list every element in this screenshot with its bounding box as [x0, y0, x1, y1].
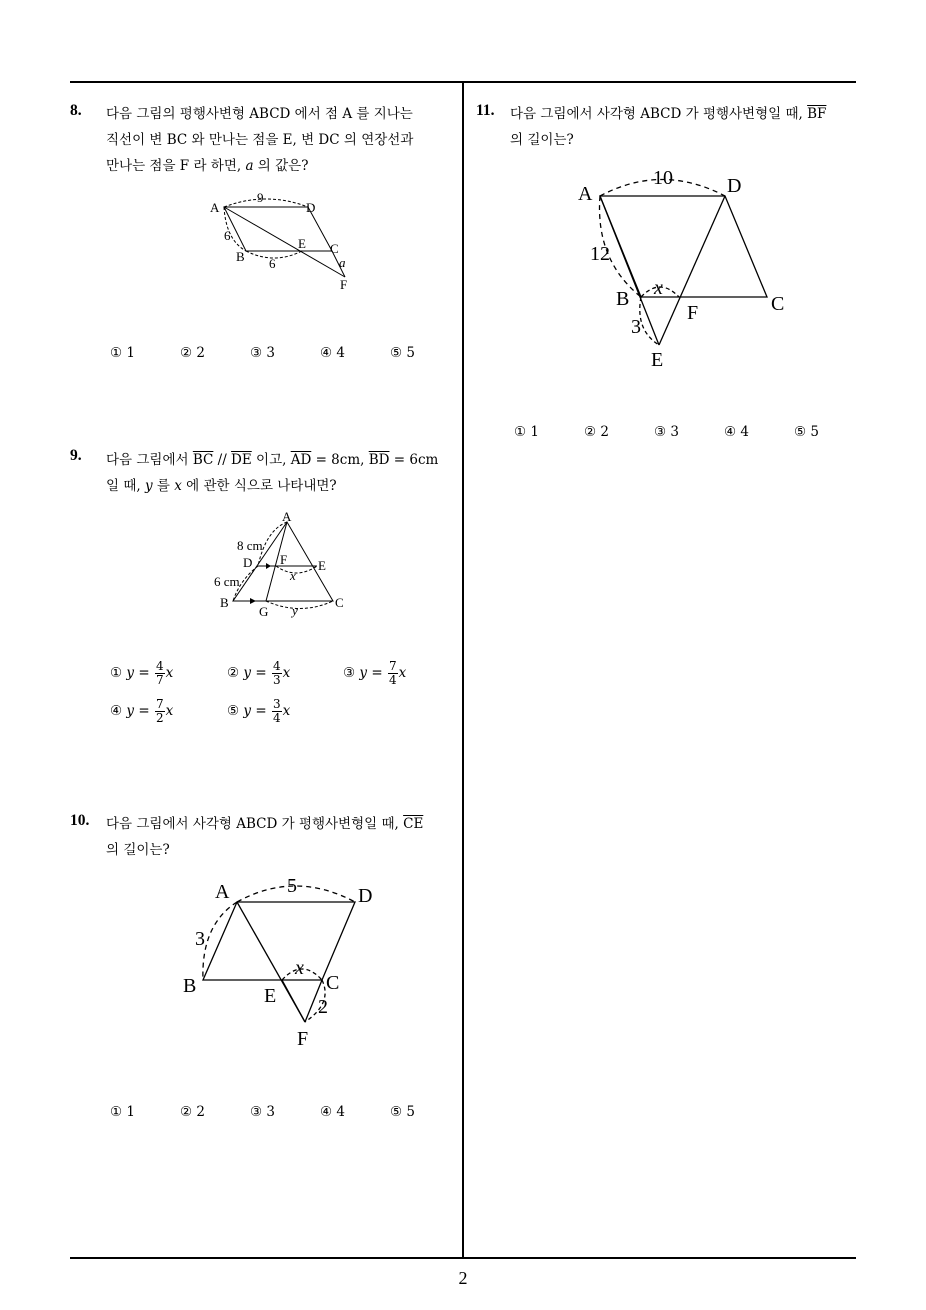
label-ad: 5	[287, 875, 297, 897]
label-cf: a	[339, 255, 346, 270]
text-fragment: = 6cm	[389, 452, 439, 468]
label-bf: x	[654, 277, 663, 299]
text-line	[106, 473, 466, 499]
choice-3[interactable]	[343, 660, 406, 687]
text-fragment: 일 때,	[106, 478, 145, 494]
choice-lhs: y =	[126, 665, 154, 681]
label-be: 3	[631, 316, 641, 338]
arrow-de	[266, 563, 271, 569]
text-line: 의 길이는?	[106, 842, 170, 858]
text-line	[510, 101, 870, 127]
question-number: 9.	[70, 447, 82, 464]
choice-var: x	[282, 665, 291, 681]
text-fragment: 를	[152, 478, 175, 494]
question-text	[510, 101, 870, 153]
parallelogram-abcd	[203, 902, 355, 980]
segment-ad: $\overline{AD}$	[290, 452, 312, 468]
text-line: 다음 그림의 평행사변형 ABCD 에서 점 A 를 지나는	[106, 106, 413, 122]
column-divider	[462, 82, 464, 1259]
label-B: B	[616, 288, 630, 310]
label-C: C	[335, 595, 344, 610]
numerator: 4	[272, 659, 281, 673]
choice-var: x	[398, 665, 407, 681]
label-D: D	[243, 555, 253, 570]
figure-parallelogram-8	[200, 185, 370, 295]
choice-5[interactable]: ⑤ 5	[390, 345, 415, 361]
choice-1[interactable]: ① 1	[514, 424, 539, 440]
choice-1[interactable]: ① 1	[110, 1104, 135, 1120]
label-ab: 6	[224, 228, 231, 243]
question-text	[106, 811, 466, 863]
label-F: F	[280, 552, 288, 567]
variable-y: y	[144, 478, 153, 494]
label-A: A	[215, 881, 230, 903]
choice-label: ①	[110, 665, 127, 681]
figure-parallelogram-10	[175, 870, 390, 1055]
label-F: F	[340, 277, 348, 292]
label-G: G	[259, 604, 269, 619]
choice-lhs: y =	[359, 665, 387, 681]
denominator: 7	[155, 673, 164, 687]
choice-var: x	[165, 703, 174, 719]
text-fragment: 만나는 점을 F 라 하면,	[106, 158, 246, 174]
text-fragment: //	[213, 452, 232, 468]
label-E: E	[651, 349, 664, 371]
text-line: 의 길이는?	[510, 132, 574, 148]
dashed-arc-fe	[276, 566, 317, 573]
segment-bf: $\overline{BF}$	[807, 106, 827, 122]
label-E: E	[264, 985, 277, 1007]
question-text	[106, 101, 458, 179]
label-ad: 10	[653, 167, 673, 189]
label-D: D	[306, 200, 316, 215]
label-ad: 9	[257, 190, 264, 205]
label-ab: 12	[590, 243, 610, 265]
label-E: E	[298, 236, 306, 251]
fraction	[272, 660, 282, 687]
choice-label: ⑤	[227, 703, 244, 719]
page-number: 2	[458, 1268, 468, 1288]
choice-label: ②	[227, 665, 244, 681]
choice-var: x	[282, 703, 291, 719]
label-B: B	[236, 249, 245, 264]
choice-lhs: y =	[126, 703, 154, 719]
choice-3[interactable]: ③ 3	[250, 345, 275, 361]
label-D: D	[358, 885, 373, 907]
variable-a: a	[245, 158, 254, 174]
choice-label: ④	[110, 703, 127, 719]
choice-label: ③	[343, 665, 360, 681]
text-fragment: = 8cm,	[311, 452, 369, 468]
choice-4[interactable]: ④ 4	[724, 424, 749, 440]
fraction	[272, 698, 282, 725]
text-fragment: 다음 그림에서 사각형 ABCD 가 평행사변형일 때,	[106, 816, 404, 832]
dashed-arc-gc	[266, 601, 333, 609]
denominator: 4	[272, 711, 281, 725]
arrow-bc	[250, 598, 256, 604]
text-line	[106, 447, 466, 473]
choice-3[interactable]: ③ 3	[654, 424, 679, 440]
line-ef	[282, 980, 305, 1022]
fraction	[155, 698, 165, 725]
label-C: C	[326, 972, 340, 994]
text-line: 직선이 변 BC 와 만나는 점을 E, 변 DC 의 연장선과	[106, 132, 414, 148]
choice-lhs: y =	[243, 703, 271, 719]
label-B: B	[220, 595, 229, 610]
choice-1[interactable]: ① 1	[110, 345, 135, 361]
segment-de: $\overline{DE}$	[231, 452, 252, 468]
choice-2[interactable]: ② 2	[584, 424, 609, 440]
label-be: 6	[269, 256, 276, 271]
choice-lhs: y =	[243, 665, 271, 681]
choice-2[interactable]	[227, 660, 290, 687]
label-ab: 3	[195, 928, 205, 950]
text-fragment: 다음 그림에서 사각형 ABCD 가 평행사변형일 때,	[510, 106, 808, 122]
label-y: y	[292, 603, 298, 618]
label-F: F	[297, 1028, 309, 1050]
choice-5[interactable]: ⑤ 5	[390, 1104, 415, 1120]
text-line	[106, 153, 458, 179]
choice-4[interactable]: ④ 4	[320, 1104, 345, 1120]
choice-2[interactable]: ② 2	[180, 345, 205, 361]
label-ad: 8 cm	[237, 538, 263, 553]
text-line	[106, 811, 466, 837]
label-x: x	[290, 568, 296, 583]
choice-1[interactable]	[110, 660, 173, 687]
segment-ce: $\overline{CE}$	[403, 816, 424, 832]
question-number: 11.	[476, 102, 495, 119]
numerator: 3	[272, 697, 281, 711]
text-fragment: 의 값은?	[253, 158, 309, 174]
figure-parallelogram-11	[570, 165, 800, 375]
choice-var: x	[165, 665, 174, 681]
question-text	[106, 447, 466, 499]
label-cf: 2	[318, 996, 328, 1018]
label-C: C	[771, 293, 785, 315]
choice-3[interactable]: ③ 3	[250, 1104, 275, 1120]
label-ec: x	[295, 957, 304, 979]
figure-triangle-9	[210, 508, 360, 623]
label-D: D	[727, 175, 742, 197]
segment-bd: $\overline{BD}$	[368, 452, 390, 468]
fraction	[155, 660, 165, 687]
choice-5[interactable]: ⑤ 5	[794, 424, 819, 440]
variable-x: x	[174, 478, 182, 494]
label-F: F	[687, 302, 699, 324]
choice-2[interactable]: ② 2	[180, 1104, 205, 1120]
question-number: 8.	[70, 102, 82, 119]
choice-4[interactable]: ④ 4	[320, 345, 345, 361]
line-ae	[600, 196, 659, 345]
text-fragment: 에 관한 식으로 나타내면?	[181, 478, 337, 494]
denominator: 3	[272, 673, 281, 687]
choice-5[interactable]	[227, 698, 290, 725]
numerator: 4	[155, 659, 164, 673]
numerator: 7	[155, 697, 164, 711]
numerator: 7	[388, 659, 397, 673]
text-fragment: 이고,	[251, 452, 291, 468]
fraction	[388, 660, 398, 687]
denominator: 2	[155, 711, 164, 725]
denominator: 4	[388, 673, 397, 687]
label-bd: 6 cm	[214, 574, 240, 589]
label-C: C	[330, 241, 339, 256]
label-A: A	[210, 200, 220, 215]
label-A: A	[578, 183, 593, 205]
question-number: 10.	[70, 812, 90, 829]
segment-bc: $\overline{BC}$	[192, 452, 214, 468]
parallelogram-abcd	[224, 207, 332, 251]
label-E: E	[318, 558, 326, 573]
choice-4[interactable]	[110, 698, 173, 725]
label-B: B	[183, 975, 197, 997]
dashed-arc-ad	[224, 199, 308, 207]
label-A: A	[282, 509, 292, 524]
text-fragment: 다음 그림에서	[106, 452, 193, 468]
